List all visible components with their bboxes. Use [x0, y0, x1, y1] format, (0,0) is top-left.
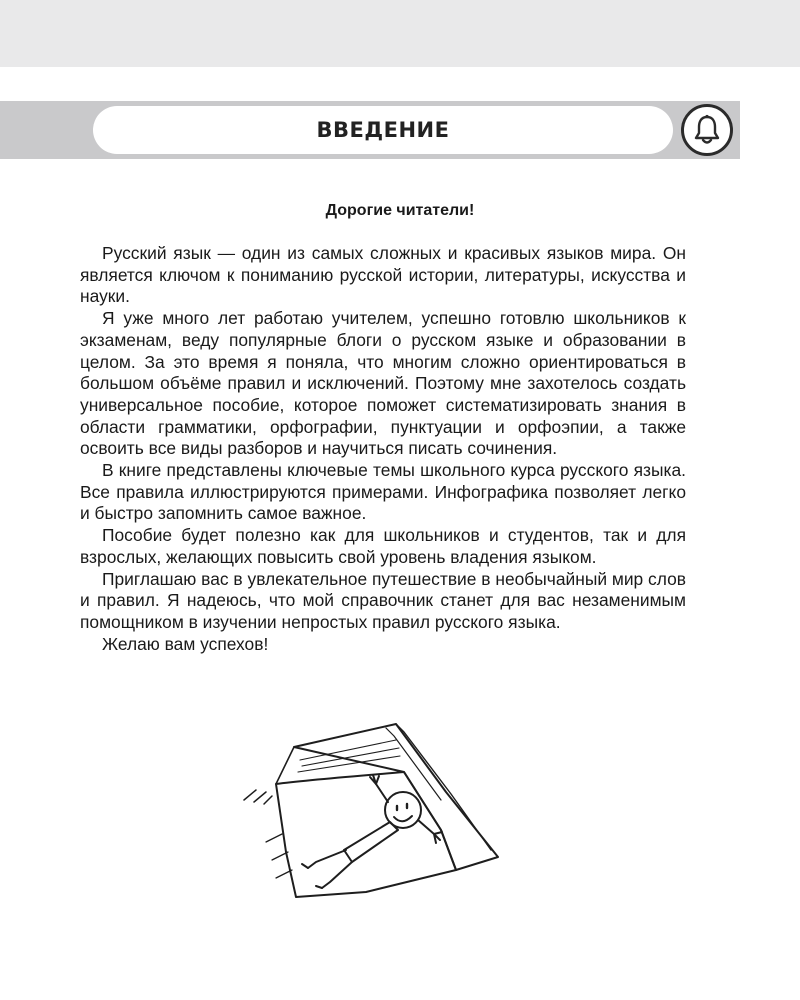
paragraph: Русский язык — один из самых сложных и красивых языков мира. Он является ключом к пониманию русской истории, литературы, искусства и науки.: [80, 243, 686, 307]
greeting-heading: Дорогие читатели!: [325, 202, 475, 219]
paragraph: В книге представлены ключевые темы школьного курса русского языка. Все правила иллюстрируются примерами. Инфографика позволяет легко и быстро запомнить самое важное.: [80, 460, 686, 524]
book-reader-illustration: [236, 722, 506, 912]
paragraph: Приглашаю вас в увлекательное путешествие в необычайный мир слов и правил. Я надеюсь, что мой справочник станет для вас незаменимым помощником в изучении непростых правил русского языка.: [80, 568, 686, 632]
paragraph: Пособие будет полезно как для школьников и студентов, так и для взрослых, желающих повысить свой уровень владения языком.: [80, 525, 686, 567]
bell-badge: [681, 104, 733, 156]
top-margin-strip: [0, 0, 800, 67]
section-title-pill: [93, 106, 673, 154]
introduction-text: [80, 243, 686, 655]
section-title: ВВЕДЕНИЕ: [316, 118, 450, 142]
paragraph: Желаю вам успехов!: [102, 633, 269, 654]
paragraph: Я уже много лет работаю учителем, успешно готовлю школьников к экзаменам, веду популярные блоги о русском языке и образовании в целом. За это время я поняла, что многим сложно ориентироваться в большом объёме правил и исключений. Поэтому мне захотелось создать универсальное пособие, которое поможет систематизировать знания в области грамматики, орфографии, пунктуации и орфоэпии, а также освоить все виды разборов и научиться писать сочинения.: [80, 308, 686, 459]
bell-icon: [690, 113, 724, 147]
